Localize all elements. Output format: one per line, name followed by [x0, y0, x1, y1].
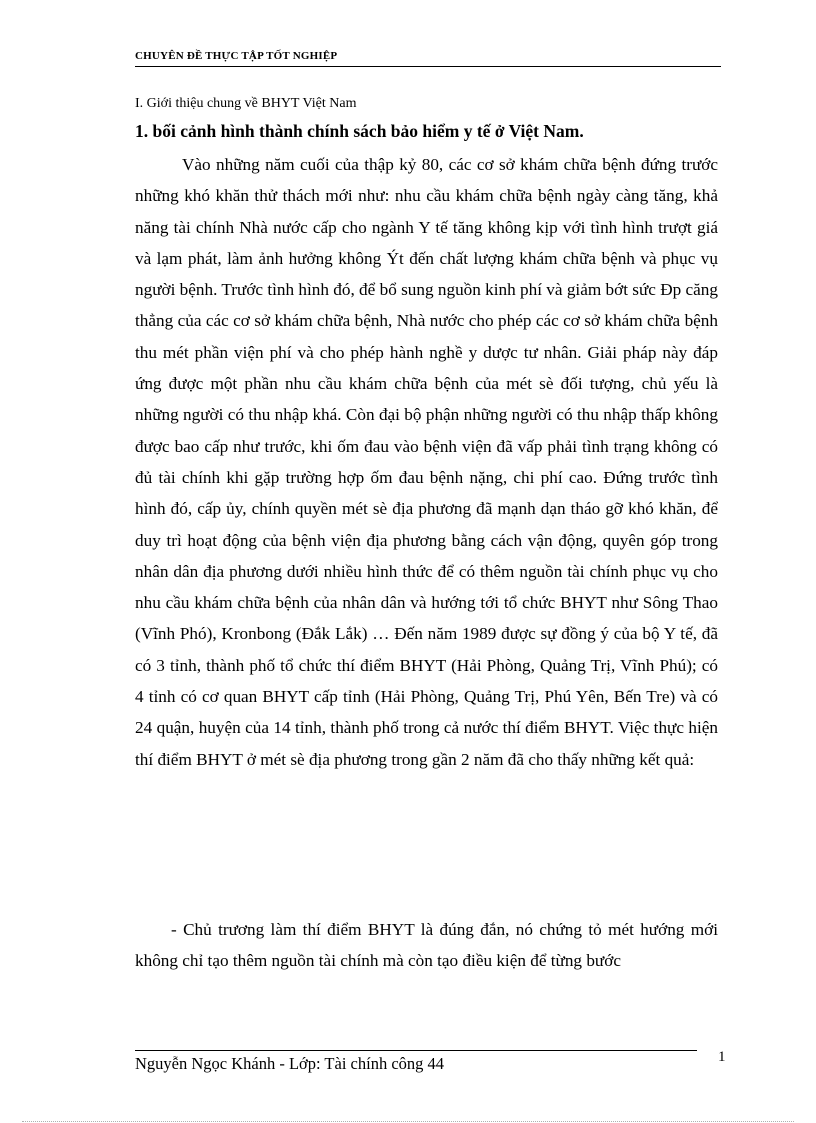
header-divider: [135, 66, 721, 67]
running-header: CHUYÊN ĐỀ THỰC TẬP TỐT NGHIỆP: [135, 50, 338, 62]
body-paragraph-bullet: - Chủ trương làm thí điểm BHYT là đúng đắn, nó chứng tỏ mét hướng mới không chỉ tạo thêm nguồn tài chính mà còn tạo điều kiện để từng bước: [135, 920, 718, 971]
page-bottom-border: [22, 1121, 794, 1122]
subsection-heading: 1. bối cảnh hình thành chính sách bảo hiểm y tế ở Việt Nam.: [135, 121, 584, 141]
footer-author-line: Nguyễn Ngọc Khánh - Lớp: Tài chính công 44: [135, 1054, 445, 1073]
body-paragraph: Vào những năm cuối của thập kỷ 80, các cơ sở khám chữa bệnh đứng trước những khó khăn thử thách mới như: nhu cầu khám chữa bệnh ngày càng tăng, khả năng tài chính Nhà nước cấp cho ngành Y tế tăng không kịp với tình hình trượt giá và lạm phát, làm ảnh hưởng không Ýt đến chất lượng khám chữa bệnh và phục vụ người bệnh. Trước tình hình đó, để bổ sung nguồn kinh phí và giảm bớt sức Ðp căng thẳng của các cơ sở khám chữa bệnh, Nhà nước cho phép các cơ sở khám chữa bệnh thu mét phần viện phí và cho phép hành nghề y dược tư nhân. Giải pháp này đáp ứng được một phần nhu cầu khám chữa bệnh của mét sè đối tượng, chủ yếu là những người có thu nhập khá. Còn đại bộ phận những người có thu nhập thấp không được bao cấp như trước, khi ốm đau vào bệnh viện đã vấp phải tình trạng không có đủ tài chính khi gặp trường hợp ốm đau bệnh nặng, chi phí cao. Đứng trước tình hình đó, cấp ủy, chính quyền mét sè địa phương đã mạnh dạn tháo gỡ khó khăn, để duy trì hoạt động của bệnh viện địa phương bằng cách vận động, quyên góp trong nhân dân địa phương dưới nhiều hình thức để có thêm nguồn tài chính phục vụ cho nhu cầu khám chữa bệnh của nhân dân và hướng tới tổ chức BHYT như Sông Thao (Vĩnh Phó), Kronbong (Đắk Lắk) … Đến năm 1989 được sự đồng ý của bộ Y tế, đã có 3 tỉnh, thành phố tổ chức thí điểm BHYT (Hải Phòng, Quảng Trị, Vĩnh Phú); có 4 tỉnh có cơ quan BHYT cấp tỉnh (Hải Phòng, Quảng Trị, Phú Yên, Bến Tre) và có 24 quận, huyện của 14 tỉnh, thành phố trong cả nước thí điểm BHYT. Việc thực hiện thí điểm BHYT ở mét sè địa phương trong gần 2 năm đã cho thấy những kết quả:: [135, 155, 718, 769]
page-number: 1: [718, 1049, 726, 1065]
footer-divider: [135, 1050, 697, 1051]
section-title: I. Giới thiệu chung về BHYT Việt Nam: [135, 96, 357, 111]
